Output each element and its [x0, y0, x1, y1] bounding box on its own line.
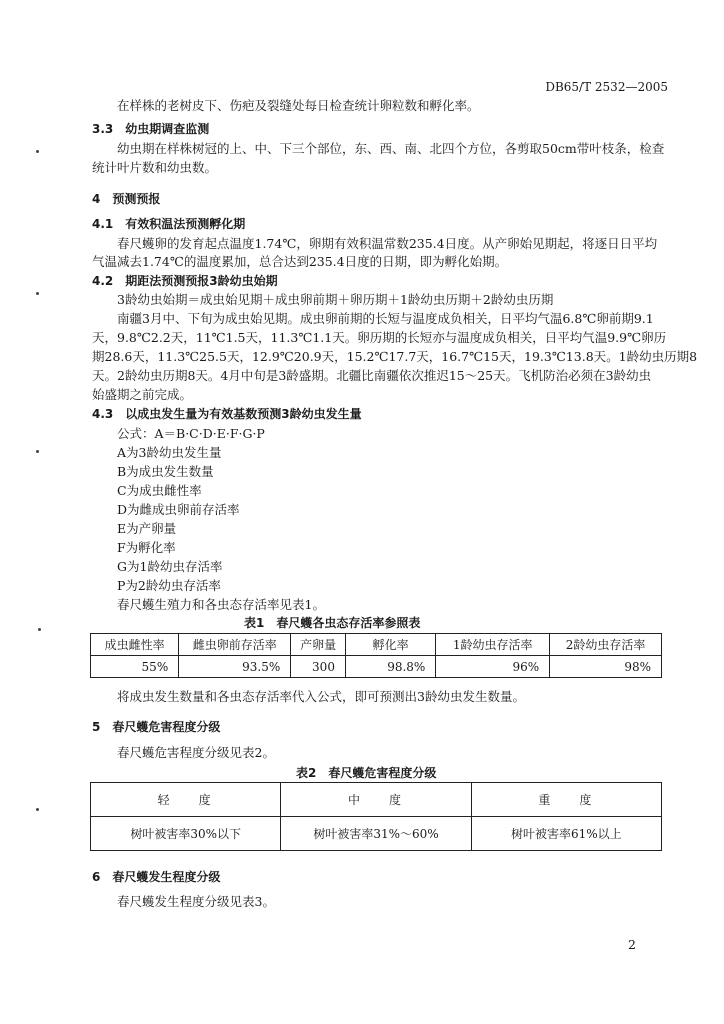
table-row [91, 817, 662, 851]
definition-line: E为产卵量 [117, 521, 177, 536]
table-header-cell: 孵化率 [345, 634, 435, 656]
section-heading-6: 6 春尺蠖发生程度分级 [92, 870, 221, 884]
paragraph-line: 在样株的老树皮下、伤疤及裂缝处每日检查统计卵粒数和孵化率。 [117, 98, 480, 113]
table-cell: 93.5% [179, 656, 291, 678]
table2 [90, 782, 662, 851]
table-header-row [91, 634, 662, 656]
definition-line: D为雌成虫卵前存活率 [117, 502, 240, 517]
formula-line: 3龄幼虫始期＝成虫始见期＋成虫卵前期＋卵历期＋1龄幼虫历期＋2龄幼虫历期 [117, 292, 554, 307]
paragraph-line: 天。2龄幼虫历期8天。4月中旬是3龄盛期。北疆比南疆依次推迟15～25天。飞机防治必须在3龄幼虫 [92, 368, 652, 383]
paragraph-line: 将成虫发生数量和各虫态存活率代入公式，即可预测出3龄幼虫发生数量。 [117, 689, 525, 704]
header-char: 度 [198, 793, 214, 807]
table-header-cell [91, 783, 281, 817]
scan-speck [36, 150, 39, 153]
table-cell: 树叶被害率31%～60% [281, 817, 471, 851]
section-heading-3-3: 3.3 幼虫期调查监测 [92, 122, 210, 136]
table-header-cell [471, 783, 661, 817]
paragraph-line: 幼虫期在样株树冠的上、中、下三个部位，东、西、南、北四个方位，各剪取50cm带叶枝条，检查 [117, 141, 665, 156]
section-heading-4-3: 4.3 以成虫发生量为有效基数预测3龄幼虫发生量 [92, 407, 362, 421]
scan-speck [36, 450, 39, 453]
definition-line: F为孵化率 [117, 540, 176, 555]
scan-speck [36, 808, 39, 811]
paragraph-line: 统计叶片数和幼虫数。 [92, 160, 218, 175]
table-cell: 55% [91, 656, 179, 678]
table-cell: 树叶被害率30%以下 [91, 817, 281, 851]
table-cell: 300 [291, 656, 346, 678]
paragraph-line: 南疆3月中、下旬为成虫始见期。成虫卵前期的长短与温度成负相关，日平均气温6.8℃卵前期9.1 [117, 311, 654, 326]
table-header-cell: 2龄幼虫存活率 [550, 634, 662, 656]
definition-line: B为成虫发生数量 [117, 464, 214, 479]
table-row [91, 656, 662, 678]
table-cell: 96% [436, 656, 550, 678]
header-char: 轻 [157, 793, 173, 807]
definition-line: P为2龄幼虫存活率 [117, 578, 221, 593]
page-number: 2 [628, 937, 636, 952]
header-char: 度 [579, 793, 595, 807]
table-header-cell: 1龄幼虫存活率 [436, 634, 550, 656]
paragraph-line: 始盛期之前完成。 [92, 387, 193, 402]
paragraph-line: 春尺蠖发生程度分级见表3。 [117, 894, 275, 909]
table-header-cell: 产卵量 [291, 634, 346, 656]
table-header-cell: 成虫雌性率 [91, 634, 179, 656]
header-char: 度 [388, 793, 404, 807]
definition-line: G为1龄幼虫存活率 [117, 559, 223, 574]
section-heading-5: 5 春尺蠖危害程度分级 [92, 720, 221, 734]
section-heading-4-1: 4.1 有效积温法预测孵化期 [92, 217, 246, 231]
formula-line: 公式：A＝B·C·D·E·F·G·P [117, 426, 265, 441]
table1 [90, 633, 662, 678]
scan-speck [36, 292, 39, 295]
document-code: DB65/T 2532—2005 [545, 80, 668, 94]
header-char: 中 [347, 793, 363, 807]
definition-line: C为成虫雌性率 [117, 483, 202, 498]
definition-line: A为3龄幼虫发生量 [117, 445, 222, 460]
paragraph-line: 期28.6天，11.3℃25.5天，12.9℃20.9天，15.2℃17.7天，16.7℃15天，19.3℃13.8天。1龄幼虫历期8 [92, 349, 698, 364]
paragraph-line: 气温减去1.74℃的温度累加，总合达到235.4日度的日期，即为孵化始期。 [92, 254, 508, 269]
section-heading-4-2: 4.2 期距法预测预报3龄幼虫始期 [92, 274, 278, 288]
paragraph-line: 天，9.8℃2.2天，11℃1.5天，11.3℃1.1天。卵历期的长短亦与温度成负相关，日平均气温9.9℃卵历 [92, 330, 667, 345]
header-char: 重 [538, 793, 554, 807]
paragraph-line: 春尺蠖危害程度分级见表2。 [117, 745, 275, 760]
section-heading-4: 4 预测预报 [92, 192, 161, 206]
table2-caption: 表2 春尺蠖危害程度分级 [296, 766, 437, 780]
table-cell: 98.8% [345, 656, 435, 678]
scan-speck [38, 628, 41, 631]
table-header-cell [281, 783, 471, 817]
table1-caption: 表1 春尺蠖各虫态存活率参照表 [244, 616, 421, 630]
paragraph-line: 春尺蠖生殖力和各虫态存活率见表1。 [117, 597, 325, 612]
paragraph-line: 春尺蠖卵的发育起点温度1.74℃，卵期有效积温常数235.4日度。从产卵始见期起，将逐日日平均 [117, 236, 658, 251]
table-header-cell: 雌虫卵前存活率 [179, 634, 291, 656]
table-cell: 98% [550, 656, 662, 678]
table-header-row [91, 783, 662, 817]
table-cell: 树叶被害率61%以上 [471, 817, 661, 851]
